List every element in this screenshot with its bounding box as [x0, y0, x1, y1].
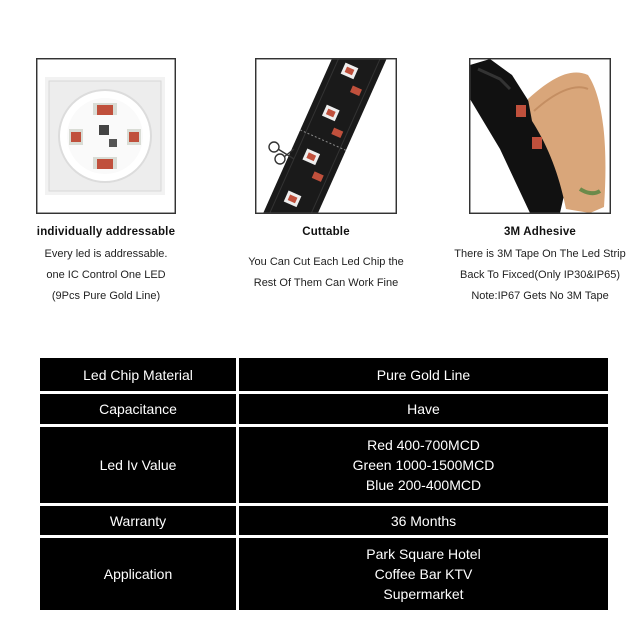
feature-3m-adhesive — [442, 58, 638, 307]
table-row — [40, 506, 608, 535]
spec-value — [239, 427, 608, 503]
spec-value — [239, 506, 608, 535]
spec-value — [239, 394, 608, 424]
feature-title: Cuttable — [302, 226, 350, 238]
feature-line: Every led is addressable. — [44, 248, 168, 260]
spec-label: Led Iv Value — [40, 427, 236, 503]
spec-table — [37, 355, 611, 613]
spec-value-line: 36 Months — [390, 512, 457, 529]
feature-line: Back To Fixced(Only IP30&IP65) — [460, 269, 620, 281]
table-row — [40, 358, 608, 391]
spec-label: Warranty — [40, 506, 236, 535]
table-row — [40, 427, 608, 503]
led-chip-image — [36, 58, 176, 214]
feature-line: Note:IP67 Gets No 3M Tape — [471, 290, 609, 302]
spec-value — [239, 538, 608, 610]
spec-value-line: Pure Gold Line — [376, 366, 471, 383]
feature-cuttable — [228, 58, 424, 294]
spec-value-line: Green 1000-1500MCD — [352, 457, 495, 473]
feature-line: There is 3M Tape On The Led Strip — [454, 248, 626, 260]
tape-image — [469, 58, 611, 214]
feature-line: (9Pcs Pure Gold Line) — [51, 290, 161, 302]
feature-description — [228, 252, 424, 294]
feature-line: You Can Cut Each Led Chip the — [248, 256, 404, 268]
feature-description — [8, 244, 204, 307]
table-row — [40, 538, 608, 610]
feature-title: 3M Adhesive — [503, 226, 577, 238]
spec-label: Capacitance — [40, 394, 236, 424]
table-row — [40, 394, 608, 424]
feature-description — [442, 244, 638, 307]
spec-value-line: Park Square Hotel — [366, 546, 481, 562]
led-strip-illustration — [256, 59, 396, 213]
spec-value-line: Coffee Bar KTV — [374, 566, 473, 582]
led-strip-image — [255, 58, 397, 214]
spec-label: Application — [40, 538, 236, 610]
spec-value-line: Blue 200-400MCD — [365, 477, 482, 493]
spec-value-line: Have — [407, 401, 440, 417]
spec-value-line: Red 400-700MCD — [367, 437, 480, 453]
led-chip-illustration — [37, 59, 175, 213]
feature-line: one IC Control One LED — [46, 269, 166, 281]
feature-line: Rest Of Them Can Work Fine — [253, 277, 399, 289]
feature-title: individually addressable — [36, 226, 176, 238]
spec-value — [239, 358, 608, 391]
spec-label: Led Chip Material — [40, 358, 236, 391]
tape-illustration — [470, 59, 610, 213]
spec-value-line: Supermarket — [383, 586, 464, 602]
feature-addressable — [8, 58, 204, 307]
